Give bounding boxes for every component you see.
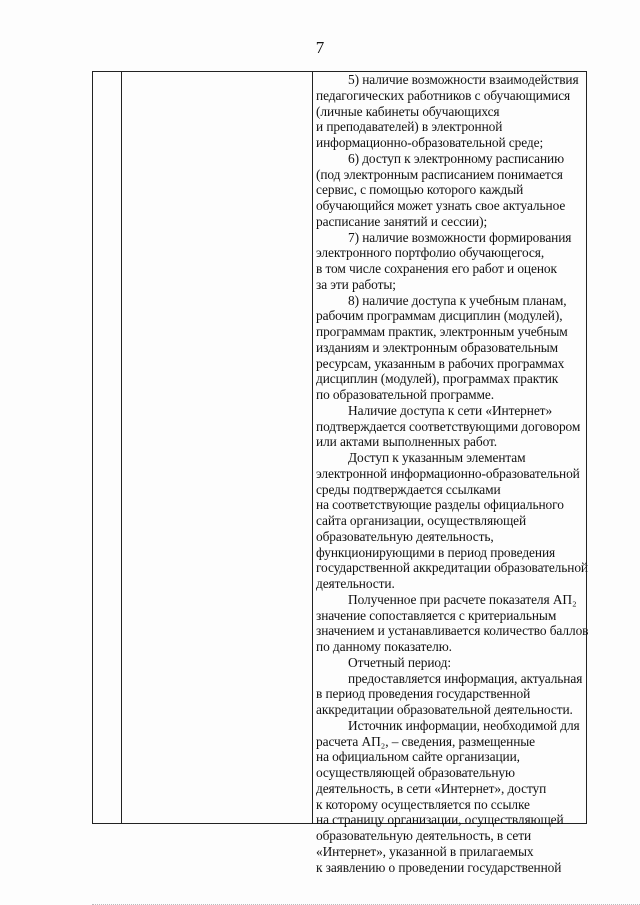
text-line: обучающийся может узнать свое актуальное — [316, 198, 566, 213]
text-line: значением и устанавливается количество баллов — [316, 623, 589, 639]
text-line: дисциплин (модулей), программах практик — [316, 371, 559, 387]
text-line: осуществляющей образовательную — [316, 765, 515, 780]
text-line: в период проведения государственной — [316, 686, 531, 702]
text-line: ресурсам, указанным в рабочих программах — [316, 355, 565, 371]
text-line: изданиям и электронным образовательным — [316, 339, 559, 355]
text-line: электронной информационно-образовательной — [316, 465, 580, 481]
text-line: за эти работы; — [316, 276, 396, 292]
text-line: функционирующими в период проведения — [316, 544, 556, 560]
text-line: Полученное при расчете показателя АП₂ — [348, 591, 577, 607]
text-line: (под электронным расписанием понимается — [316, 166, 563, 182]
text-line: 8) наличие доступа к учебным планам, — [348, 292, 567, 308]
text-line: расписание занятий и сессии); — [316, 213, 488, 229]
text-line: на страницу организации, осуществляющей — [316, 812, 564, 828]
text-line: Наличие доступа к сети «Интернет» — [348, 402, 553, 418]
text-line: к которому осуществляется по ссылке — [316, 796, 530, 812]
text-line: (личные кабинеты обучающихся — [316, 103, 500, 119]
text-line: среды подтверждается ссылками — [316, 481, 501, 497]
text-line: рабочим программам дисциплин (модулей), — [316, 308, 563, 324]
text-line: и преподавателей) в электронной — [316, 119, 503, 135]
table-cell-text — [316, 72, 588, 875]
text-line: «Интернет», указанной в прилагаемых — [316, 843, 534, 859]
text-line: деятельность, в сети «Интернет», доступ — [316, 780, 547, 796]
text-line: аккредитации образовательной деятельности. — [316, 702, 573, 717]
text-line: 7) наличие возможности формирования — [348, 229, 572, 245]
text-line: деятельности. — [316, 576, 395, 591]
text-line: по образовательной программе. — [316, 387, 494, 402]
text-line: на соответствующие разделы официального — [316, 497, 564, 513]
text-line: Источник информации, необходимой для — [348, 717, 580, 733]
text-line: образовательную деятельность, в сети — [316, 828, 532, 843]
text-line: сайта организации, осуществляющей — [316, 513, 527, 528]
text-line: на официальном сайте организации, — [316, 749, 520, 765]
text-line: электронного портфолио обучающегося, — [316, 245, 545, 261]
text-line: по данному показателю. — [316, 639, 452, 654]
text-line: к заявлению о проведении государственной — [316, 859, 562, 875]
text-line: 5) наличие возможности взаимодействия — [348, 72, 579, 87]
text-line: педагогических работников с обучающимися — [316, 87, 571, 103]
text-line: или актами выполненных работ. — [316, 434, 498, 450]
text-line: Отчетный период: — [348, 654, 451, 670]
text-line: сервис, с помощью которого каждый — [316, 182, 524, 198]
text-line: образовательную деятельность, — [316, 528, 494, 544]
text-line: 6) доступ к электронному расписанию — [348, 150, 564, 166]
text-line: в том числе сохранения его работ и оценок — [316, 261, 557, 276]
text-line: подтверждается соответствующими договором — [316, 418, 581, 434]
text-line: расчета АП₂, – сведения, размещенные — [316, 733, 536, 749]
column-divider-2 — [312, 72, 313, 823]
text-line: Доступ к указанным элементам — [348, 450, 526, 465]
text-line: информационно-образовательной среде; — [316, 135, 544, 150]
text-line: программам практик, электронным учебным — [316, 324, 568, 339]
text-line: значение сопоставляется с критериальным — [316, 607, 557, 623]
column-divider-1 — [121, 72, 122, 823]
text-line: предоставляется информация, актуальная — [348, 670, 583, 686]
text-line: государственной аккредитации образовательной — [316, 560, 588, 576]
page-number: 7 — [315, 38, 325, 57]
